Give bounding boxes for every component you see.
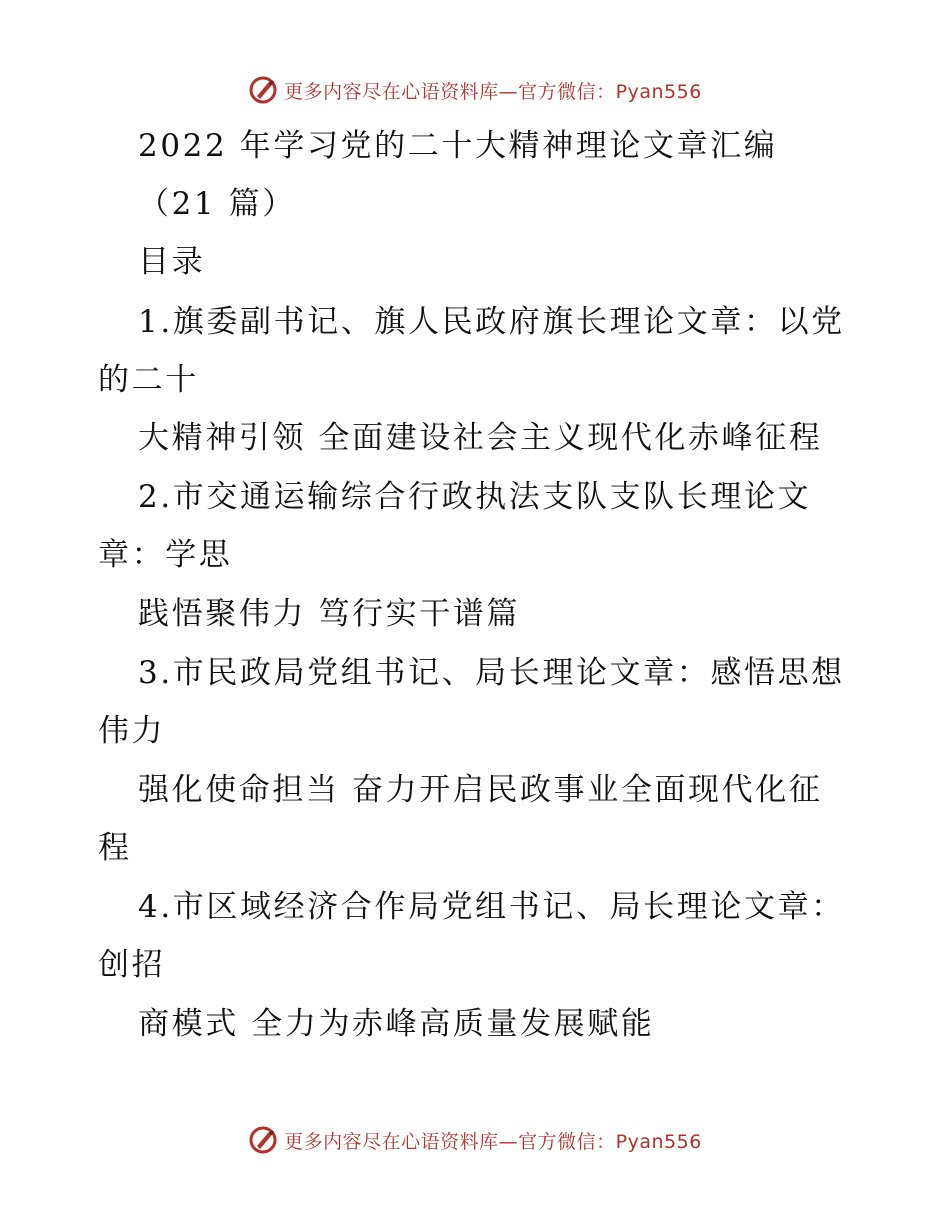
toc-entry-3-line-3: 强化使命担当 奋力开启民政事业全面现代化征 [138,772,823,808]
pen-seal-icon [248,1125,278,1155]
toc-entry-3-line-2: 伟力 [98,713,166,749]
watermark-header [0,70,950,110]
toc-entry-1-line-3: 大精神引领 全面建设社会主义现代化赤峰征程 [138,420,823,456]
watermark-text: 更多内容尽在心语资料库—官方微信：Pyan556 [284,1130,702,1153]
watermark-footer [0,1120,950,1160]
document-title-count: （21 篇） [138,186,296,222]
toc-entry-1-line-1: 1.旗委副书记、旗人民政府旗长理论文章：以党 [138,304,845,340]
toc-entry-3-line-1: 3.市民政局党组书记、局长理论文章：感悟思想 [138,655,845,691]
document-title: 2022 年学习党的二十大精神理论文章汇编 [138,128,778,164]
toc-entry-2-line-2: 章：学思 [98,537,233,573]
toc-entry-2-line-3: 践悟聚伟力 笃行实干谱篇 [138,596,521,632]
toc-entry-1-line-2: 的二十 [98,362,199,398]
watermark-text: 更多内容尽在心语资料库—官方微信：Pyan556 [284,80,702,103]
toc-entry-3-line-4: 程 [98,830,132,866]
toc-entry-4-line-1: 4.市区域经济合作局党组书记、局长理论文章： [138,889,845,925]
pen-seal-icon [248,75,278,105]
toc-heading: 目录 [138,244,206,280]
toc-entry-4-line-3: 商模式 全力为赤峰高质量发展赋能 [138,1006,655,1042]
toc-entry-2-line-1: 2.市交通运输综合行政执法支队支队长理论文 [138,479,812,515]
toc-entry-4-line-2: 创招 [98,947,166,983]
